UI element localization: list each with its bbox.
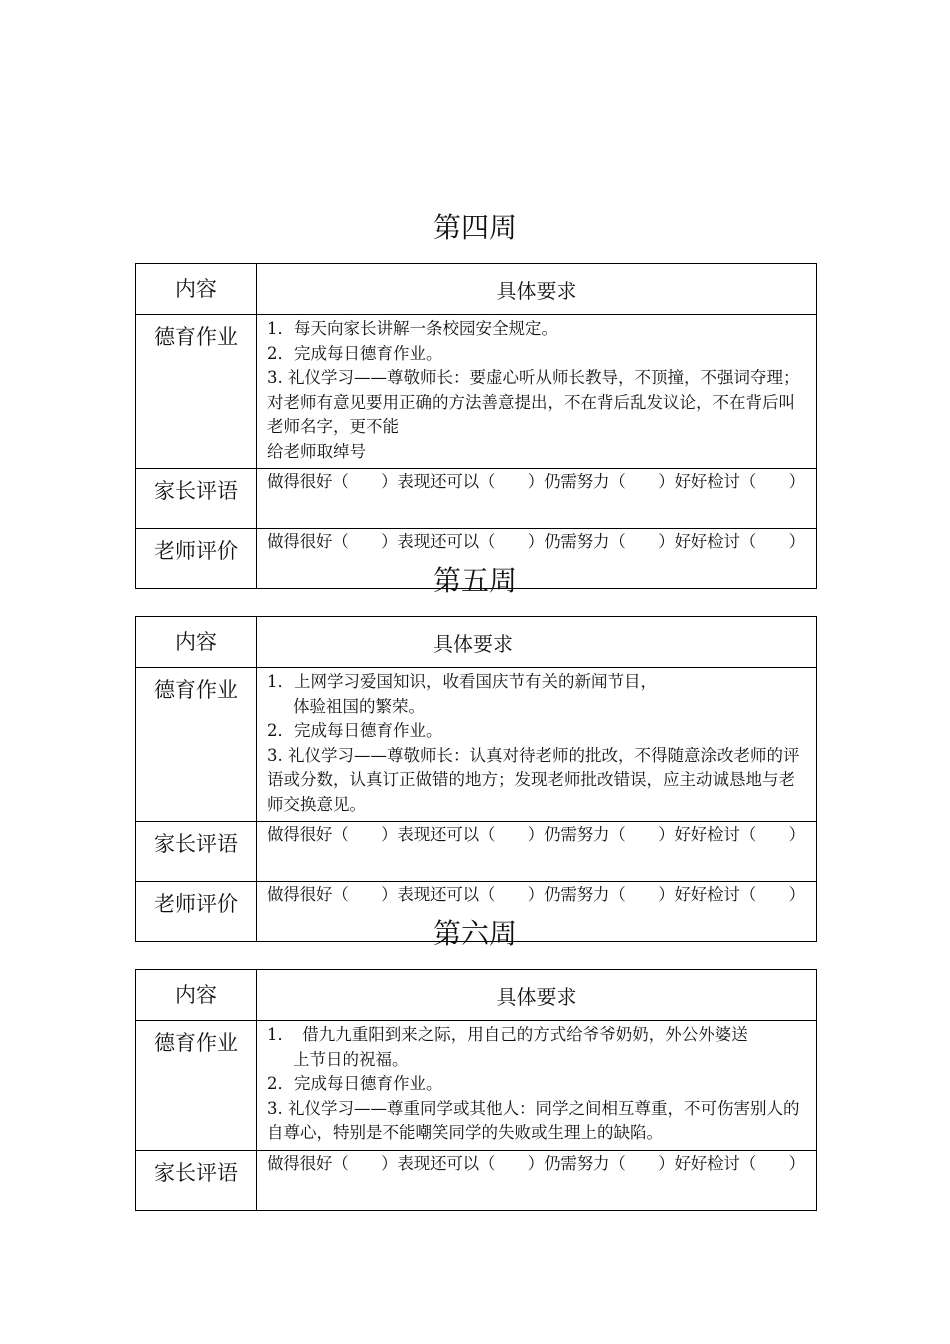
list-item: 1． 借九九重阳到来之际，用自己的方式给爷爷奶奶，外公外婆送 (267, 1025, 748, 1044)
parent-comment-label: 家长评语 (136, 1150, 257, 1210)
moral-homework-content (257, 668, 817, 822)
moral-homework-row (136, 668, 817, 822)
week-5-title: 第五周 (432, 564, 517, 597)
list-item: 2．完成每日德育作业。 (267, 1074, 443, 1093)
teacher-rating-options[interactable]: 做得很好（ ）表现还可以（ ）仍需努力（ ）好好检讨（ ） (257, 882, 817, 942)
teacher-evaluation-label: 老师评价 (136, 529, 257, 589)
week-6-title: 第六周 (432, 917, 517, 950)
moral-homework-label: 德育作业 (136, 315, 257, 469)
parent-comment-row (136, 1150, 817, 1210)
list-item: 体验祖国的繁荣。 (293, 696, 425, 716)
header-requirements-cell: 具体要求 (257, 264, 817, 315)
list-item: 2．完成每日德育作业。 (267, 343, 443, 363)
list-item: 1．每天向家长讲解一条校园安全规定。 (267, 319, 558, 338)
moral-homework-row (136, 1021, 817, 1151)
header-requirements-cell: 具体要求 (257, 617, 817, 668)
moral-homework-content (257, 1021, 817, 1151)
header-content-cell: 内容 (136, 617, 257, 668)
parent-rating-options[interactable]: 做得很好（ ）表现还可以（ ）仍需努力（ ）好好检讨（ ） (257, 1150, 817, 1210)
moral-homework-row (136, 315, 817, 469)
week-4-table (135, 263, 817, 589)
parent-rating-options[interactable]: 做得很好（ ）表现还可以（ ）仍需努力（ ）好好检讨（ ） (257, 822, 817, 882)
list-item: 3. 礼仪学习——尊敬师长：要虚心听从师长教导，不顶撞，不强词夺理；对老师有意见要用正确的方法善意提出，不在背后乱发议论，不在背后叫老师名字，更不能 (267, 368, 800, 436)
list-item: 3. 礼仪学习——尊敬师长：认真对待老师的批改，不得随意涂改老师的评语或分数，认真订正做错的地方；发现老师批改错误，应主动诚恳地与老师交换意见。 (267, 745, 800, 814)
list-item: 1．上网学习爱国知识，收看国庆节有关的新闻节目， (267, 672, 657, 691)
header-requirements-cell: 具体要求 (257, 970, 817, 1021)
list-item: 上节日的祝福。 (293, 1049, 409, 1069)
list-item: 2．完成每日德育作业。 (267, 721, 443, 740)
week-5-table (135, 616, 817, 942)
teacher-evaluation-label: 老师评价 (136, 882, 257, 942)
table-header-row (136, 264, 817, 315)
parent-comment-row (136, 469, 817, 529)
week-6-table (135, 969, 817, 1211)
moral-homework-content (257, 315, 817, 469)
list-item: 给老师取绰号 (267, 441, 366, 461)
week-4-title: 第四周 (432, 211, 517, 244)
moral-homework-label: 德育作业 (136, 1021, 257, 1151)
parent-comment-label: 家长评语 (136, 469, 257, 529)
header-content-cell: 内容 (136, 970, 257, 1021)
table-header-row (136, 617, 817, 668)
teacher-rating-options[interactable]: 做得很好（ ）表现还可以（ ）仍需努力（ ）好好检讨（ ） (257, 529, 817, 589)
parent-comment-row (136, 822, 817, 882)
parent-rating-options[interactable]: 做得很好（ ）表现还可以（ ）仍需努力（ ）好好检讨（ ） (257, 469, 817, 529)
parent-comment-label: 家长评语 (136, 822, 257, 882)
list-item: 3. 礼仪学习——尊重同学或其他人：同学之间相互尊重，不可伤害别人的自尊心，特别是不能嘲笑同学的失败或生理上的缺陷。 (267, 1098, 800, 1142)
header-content-cell: 内容 (136, 264, 257, 315)
moral-homework-label: 德育作业 (136, 668, 257, 822)
table-header-row (136, 970, 817, 1021)
